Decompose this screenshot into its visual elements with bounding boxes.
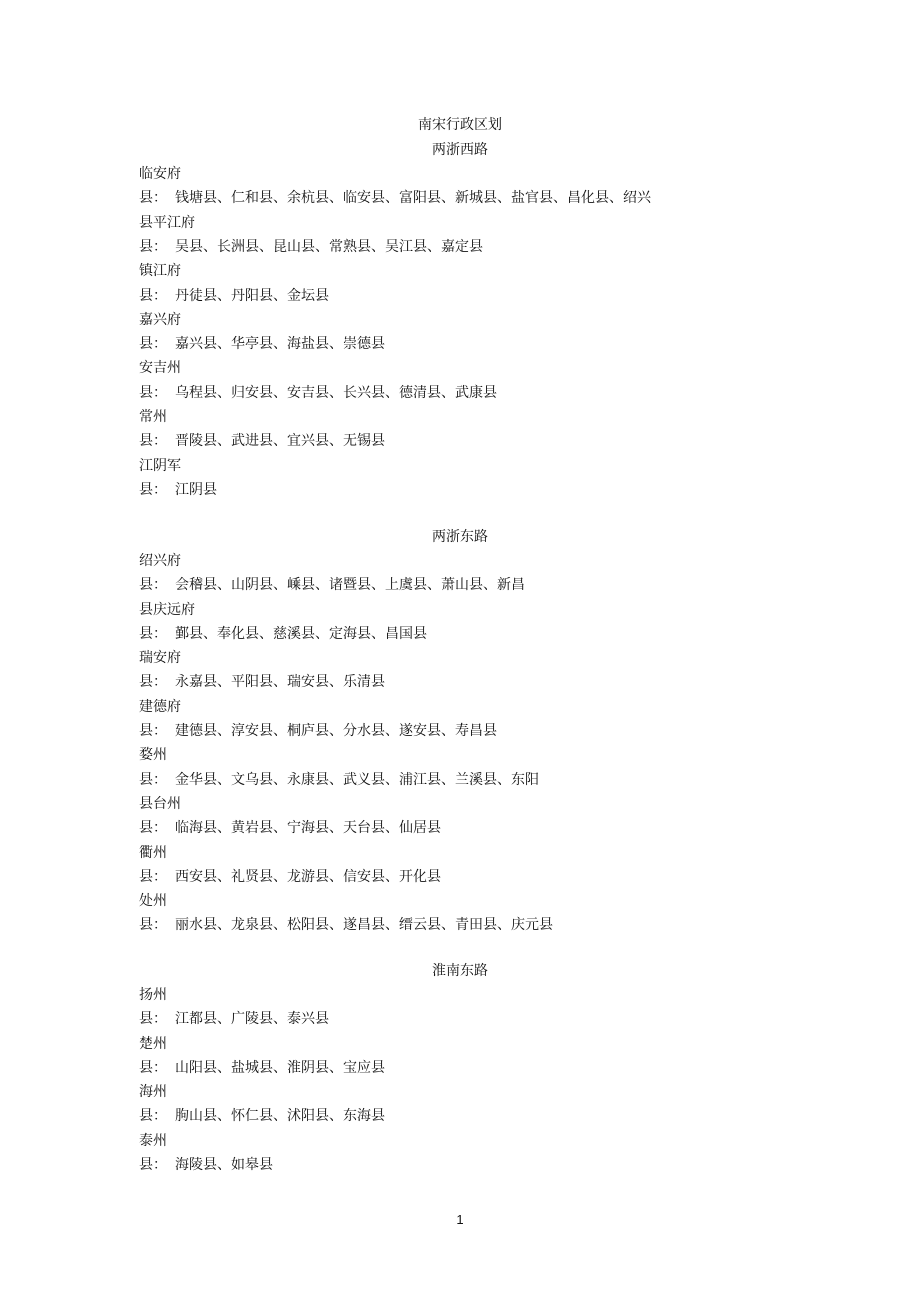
county-label: 县： — [139, 288, 167, 304]
prefecture-name: 江阴军 — [139, 458, 181, 474]
county-list: 建德县、淳安县、桐庐县、分水县、遂安县、寿昌县 — [175, 723, 497, 739]
prefecture-name: 临安府 — [139, 166, 181, 182]
county-line — [139, 914, 553, 936]
county-list: 会稽县、山阴县、嵊县、诸暨县、上虞县、萧山县、新昌 — [175, 577, 525, 593]
county-line — [139, 769, 539, 791]
county-list: 西安县、礼贤县、龙游县、信安县、开化县 — [175, 869, 441, 885]
county-list: 乌程县、归安县、安吉县、长兴县、德清县、武康县 — [175, 385, 497, 401]
prefecture-name: 衢州 — [139, 845, 167, 861]
prefecture-name: 扬州 — [139, 987, 167, 1003]
prefecture-name: 泰州 — [139, 1133, 167, 1149]
county-list: 嘉兴县、华亭县、海盐县、崇德县 — [175, 336, 385, 352]
county-label: 县： — [139, 772, 167, 788]
county-line — [139, 1105, 385, 1127]
county-list: 临海县、黄岩县、宁海县、天台县、仙居县 — [175, 820, 441, 836]
county-label: 县： — [139, 723, 167, 739]
county-label: 县： — [139, 336, 167, 352]
prefecture-name: 海州 — [139, 1084, 167, 1100]
page-number: 1 — [456, 1212, 464, 1227]
prefecture-name: 镇江府 — [139, 263, 181, 279]
prefecture-name: 绍兴府 — [139, 553, 181, 569]
county-label: 县： — [139, 239, 167, 255]
county-line — [139, 623, 427, 645]
county-line — [139, 671, 385, 693]
county-line — [139, 720, 497, 742]
county-list: 丹徒县、丹阳县、金坛县 — [175, 288, 329, 304]
county-label: 县： — [139, 190, 167, 206]
county-list: 山阳县、盐城县、淮阴县、宝应县 — [175, 1060, 385, 1076]
county-list: 海陵县、如皋县 — [175, 1157, 273, 1173]
county-line — [139, 479, 217, 501]
county-line — [139, 430, 385, 452]
county-line — [139, 285, 329, 307]
county-label: 县： — [139, 674, 167, 690]
county-label: 县： — [139, 1011, 167, 1027]
county-list: 江都县、广陵县、泰兴县 — [175, 1011, 329, 1027]
county-list: 鄞县、奉化县、慈溪县、定海县、昌国县 — [175, 626, 427, 642]
county-line — [139, 187, 651, 209]
county-list: 丽水县、龙泉县、松阳县、遂昌县、缙云县、青田县、庆元县 — [175, 917, 553, 933]
page-title: 南宋行政区划 — [418, 117, 502, 133]
county-list: 钱塘县、仁和县、余杭县、临安县、富阳县、新城县、盐官县、昌化县、绍兴 — [175, 190, 651, 206]
county-line — [139, 574, 525, 596]
county-list: 永嘉县、平阳县、瑞安县、乐清县 — [175, 674, 385, 690]
county-list: 晋陵县、武进县、宜兴县、无锡县 — [175, 433, 385, 449]
county-label: 县： — [139, 917, 167, 933]
county-label: 县： — [139, 1108, 167, 1124]
circuit-title: 两浙西路 — [432, 142, 488, 158]
county-label: 县： — [139, 433, 167, 449]
county-line — [139, 236, 483, 258]
county-line — [139, 382, 497, 404]
county-list: 江阴县 — [175, 482, 217, 498]
prefecture-name: 安吉州 — [139, 360, 181, 376]
county-line — [139, 1008, 329, 1030]
county-label: 县： — [139, 626, 167, 642]
county-list: 朐山县、怀仁县、沭阳县、东海县 — [175, 1108, 385, 1124]
county-label: 县： — [139, 820, 167, 836]
county-list: 吴县、长洲县、昆山县、常熟县、吴江县、嘉定县 — [175, 239, 483, 255]
prefecture-name: 建德府 — [139, 699, 181, 715]
prefecture-name: 处州 — [139, 893, 167, 909]
circuit-title: 淮南东路 — [432, 963, 488, 979]
county-label: 县： — [139, 869, 167, 885]
circuit-title: 两浙东路 — [432, 529, 488, 545]
prefecture-name: 嘉兴府 — [139, 312, 181, 328]
prefecture-name: 常州 — [139, 409, 167, 425]
county-list: 金华县、文乌县、永康县、武义县、浦江县、兰溪县、东阳 — [175, 772, 539, 788]
prefecture-name: 县台州 — [139, 796, 181, 812]
county-line — [139, 1057, 385, 1079]
county-label: 县： — [139, 482, 167, 498]
prefecture-name: 县庆远府 — [139, 602, 195, 618]
county-line — [139, 866, 441, 888]
county-label: 县： — [139, 1157, 167, 1173]
county-label: 县： — [139, 1060, 167, 1076]
county-line — [139, 333, 385, 355]
prefecture-name: 婺州 — [139, 747, 167, 763]
prefecture-name: 瑞安府 — [139, 650, 181, 666]
county-label: 县： — [139, 577, 167, 593]
prefecture-name: 县平江府 — [139, 215, 195, 231]
county-line — [139, 1154, 273, 1176]
prefecture-name: 楚州 — [139, 1036, 167, 1052]
county-label: 县： — [139, 385, 167, 401]
county-line — [139, 817, 441, 839]
